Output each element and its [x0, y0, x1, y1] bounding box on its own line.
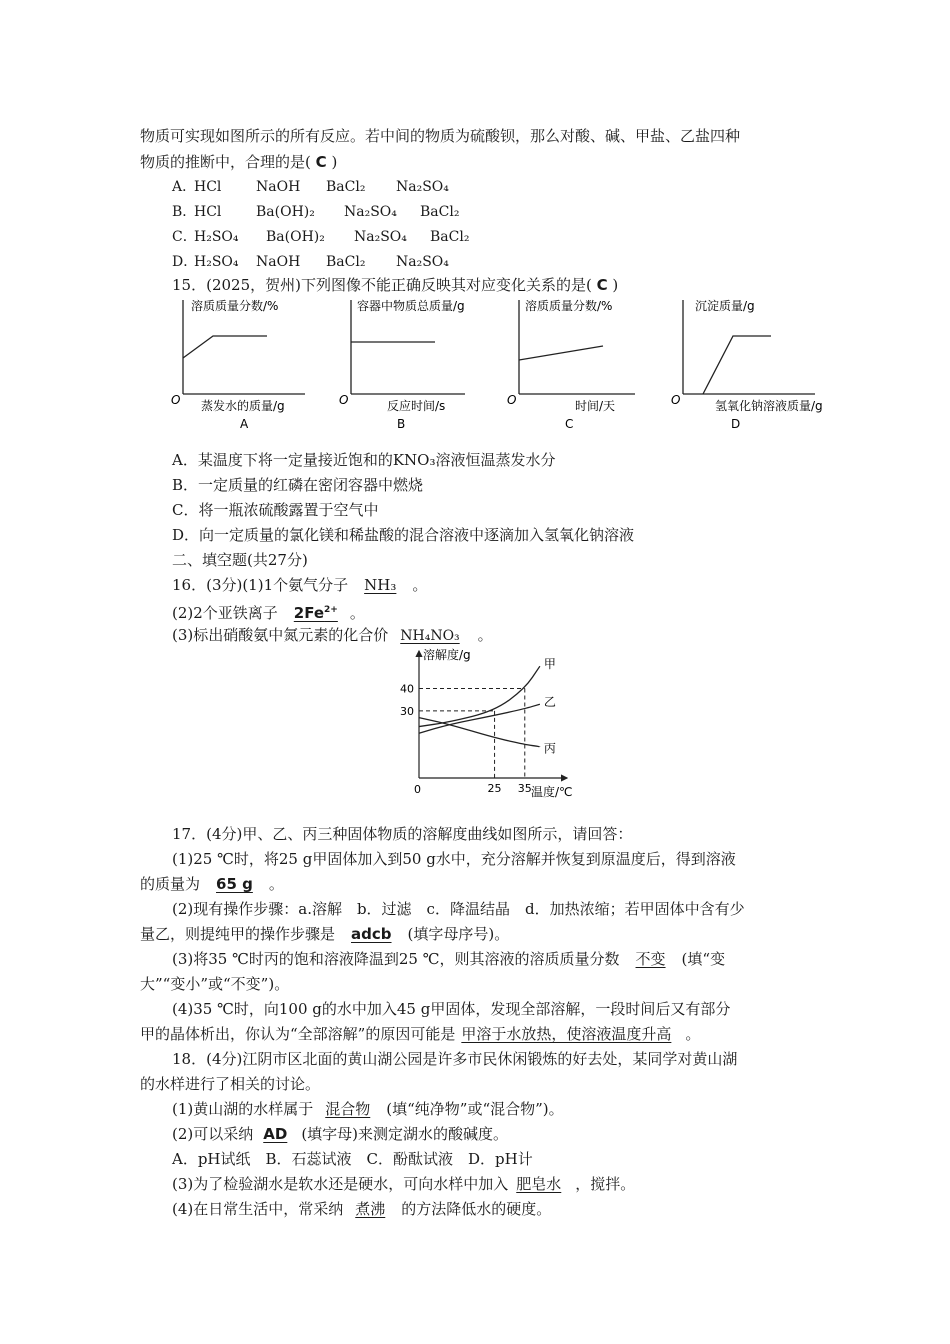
- q17-part1-end: 。: [268, 875, 284, 893]
- graph-a: [171, 298, 305, 431]
- q17-part1-text: 的质量为: [140, 875, 201, 893]
- q16-part2: [172, 599, 365, 624]
- option-salt-b: Na₂SO₄: [396, 179, 449, 195]
- q18-part2-text: (2)可以采纳: [172, 1125, 254, 1143]
- option-letter: B．: [172, 204, 197, 220]
- q14-answer: C: [315, 153, 327, 171]
- q14-option-a: [172, 177, 449, 197]
- q17-part4-text: 甲的晶体析出，你认为“全部溶解”的原因可能是: [140, 1025, 456, 1043]
- q17-part4-answer: 甲溶于水放热，使溶液温度升高: [461, 1025, 672, 1043]
- q18-part2-answer: AD: [263, 1125, 288, 1143]
- solubility-chart: [395, 645, 595, 805]
- series-curve-3: [419, 718, 540, 747]
- q16-part2-answer-base: 2Fe: [293, 604, 325, 622]
- q18-part2-end: (填字母)来测定湖水的酸碱度。: [301, 1125, 509, 1143]
- q17-part2-line1: (2)现有操作步骤：a.溶解 b．过滤 c．降温结晶 d．加热浓缩；若甲固体中含有少: [172, 900, 745, 918]
- graph-a-ylabel: 溶质质量分数/%: [191, 299, 279, 313]
- option-base: Ba(OH)₂: [256, 204, 315, 220]
- series-label-2: 乙: [543, 695, 556, 710]
- option-salt-a: BaCl₂: [326, 179, 366, 195]
- q18-part4-answer: 煮沸: [355, 1200, 386, 1218]
- option-base: NaOH: [256, 179, 301, 195]
- q16-part3-answer: NH₄NO₃: [400, 628, 460, 644]
- q16-part1-end: 。: [412, 576, 428, 594]
- graph-c-xlabel: 时间/天: [575, 399, 616, 413]
- graph-a-letter: A: [240, 417, 249, 431]
- q16-part2-end: 。: [349, 604, 365, 622]
- option-salt-a: Na₂SO₄: [354, 229, 407, 245]
- q18-part1-text: (1)黄山湖的水样属于: [172, 1100, 314, 1118]
- q15-option-b: B．一定质量的红磷在密闭容器中燃烧: [172, 476, 424, 494]
- q17-part2-end: (填字母序号)。: [407, 925, 510, 943]
- q16-part1-answer: NH₃: [364, 576, 397, 594]
- q18-part1-answer: 混合物: [325, 1100, 371, 1118]
- graph-b: [339, 298, 465, 431]
- q17-part4-end: 。: [685, 1025, 701, 1043]
- option-salt-b: Na₂SO₄: [396, 254, 449, 270]
- q18-part2: [172, 1123, 508, 1145]
- q18-stem-line1: 18．(4分)江阴市区北面的黄山湖公园是许多市民休闲锻炼的好去处，某同学对黄山湖: [172, 1050, 738, 1068]
- q18-part3-end: ，搅拌。: [575, 1175, 636, 1193]
- solubility-ylabel: 溶解度/g: [423, 648, 471, 662]
- q15-answer: C: [596, 276, 608, 294]
- q14-stem-line2: [140, 151, 337, 173]
- q14-paren: ): [331, 153, 338, 171]
- graph-c: [507, 298, 635, 431]
- q17-part1-line1: (1)25 ℃时，将25 g甲固体加入到50 g水中，充分溶解并恢复到原温度后，得到溶液: [172, 850, 736, 868]
- q18-part3-answer: 肥皂水: [516, 1175, 562, 1193]
- q18-part3: [172, 1173, 635, 1195]
- q15-option-d: D．向一定质量的氯化镁和稀盐酸的混合溶液中逐滴加入氢氧化钠溶液: [172, 526, 635, 544]
- q18-part4: [172, 1198, 551, 1220]
- graph-a-xlabel: 蒸发水的质量/g: [201, 399, 285, 413]
- q14-option-c: [172, 227, 469, 247]
- option-salt-a: BaCl₂: [326, 254, 366, 270]
- graph-d: [671, 298, 823, 431]
- graph-b-xlabel: 反应时间/s: [387, 399, 446, 413]
- q17-part3-end: (填“变: [681, 950, 726, 968]
- q14-option-d: [172, 252, 449, 272]
- q18-part2-options: A．pH试纸 B．石蕊试液 C．酚酞试液 D．pH计: [172, 1150, 533, 1168]
- option-base: NaOH: [256, 254, 301, 270]
- option-letter: D．: [172, 254, 198, 270]
- graph-a-curve: [183, 336, 267, 358]
- option-base: Ba(OH)₂: [266, 229, 325, 245]
- graph-d-curve: [703, 336, 771, 394]
- q14-stem-line1: 物质可实现如图所示的所有反应。若中间的物质为硫酸钡，那么对酸、碱、甲盐、乙盐四种: [140, 127, 741, 145]
- q17-stem: 17．(4分)甲、乙、丙三种固体物质的溶解度曲线如图所示，请回答：: [172, 825, 633, 843]
- q16-part2-text: (2)2个亚铁离子: [172, 604, 278, 622]
- q17-part2-line2: [140, 923, 509, 945]
- q17-part3-line2: 大”“变小”或“不变”)。: [140, 975, 290, 993]
- solubility-xlabel: 温度/℃: [531, 785, 573, 799]
- graph-d-ylabel: 沉淀质量/g: [695, 299, 755, 313]
- q16-part3-end: 。: [477, 626, 493, 644]
- q17-part4-line2: [140, 1023, 700, 1045]
- q18-part3-text: (3)为了检验湖水是软水还是硬水，可向水样中加入: [172, 1175, 509, 1193]
- q15-option-c: C．将一瓶浓硫酸露置于空气中: [172, 501, 379, 519]
- q16-part3-text: (3)标出硝酸氨中氮元素的化合价: [172, 626, 389, 644]
- solubility-origin: 0: [414, 783, 421, 796]
- q18-part1-end: (填“纯净物”或“混合物”)。: [386, 1100, 564, 1118]
- option-acid: HCl: [194, 204, 222, 220]
- q15-paren: ): [612, 276, 619, 294]
- section-heading: 二、填空题(共27分): [172, 551, 308, 569]
- graph-d-origin: O: [671, 393, 681, 407]
- series-label-1: 甲: [543, 657, 556, 672]
- q17-part2-answer: adcb: [351, 925, 392, 943]
- q17-part1-answer: 65 g: [216, 875, 253, 893]
- option-letter: A．: [172, 179, 197, 195]
- option-acid: H₂SO₄: [194, 229, 239, 245]
- q16-part1-text: 16．(3分)(1)1个氨气分子: [172, 576, 349, 594]
- q14-option-b: [172, 202, 459, 222]
- option-letter: C．: [172, 229, 197, 245]
- y-tick-label-30: 30: [400, 704, 414, 718]
- q16-part2-answer: [278, 604, 350, 622]
- q17-part3-line1: [172, 948, 725, 970]
- q17-part3-text: (3)将35 ℃时丙的饱和溶液降温到25 ℃，则其溶液的溶质质量分数: [172, 950, 620, 968]
- series-curve-1: [419, 666, 540, 726]
- graph-c-curve: [519, 346, 603, 360]
- q15-graphs: [165, 292, 855, 434]
- q17-part2-text: 量乙，则提纯甲的操作步骤是: [140, 925, 336, 943]
- option-acid: HCl: [194, 179, 222, 195]
- graph-d-letter: D: [731, 417, 741, 431]
- series-label-3: 丙: [543, 741, 556, 756]
- q14-stem-text: 物质的推断中，合理的是(: [140, 153, 311, 171]
- q18-part4-end: 的方法降低水的硬度。: [401, 1200, 552, 1218]
- x-tick-label-25: 25: [487, 782, 502, 795]
- graph-b-ylabel: 容器中物质总质量/g: [357, 299, 465, 313]
- q15-stem-text: 15．(2025，贺州)下列图像不能正确反映其对应变化关系的是(: [172, 276, 592, 294]
- option-salt-b: BaCl₂: [420, 204, 460, 220]
- q18-stem-line2: 的水样进行了相关的讨论。: [140, 1075, 321, 1093]
- y-tick-label-40: 40: [400, 682, 414, 696]
- q17-part3-answer: 不变: [635, 950, 666, 968]
- graph-b-origin: O: [339, 393, 349, 407]
- graph-b-letter: B: [397, 417, 406, 431]
- q16-part1: [172, 574, 427, 596]
- q18-part1: [172, 1098, 564, 1120]
- graph-d-xlabel: 氢氧化钠溶液质量/g: [715, 399, 823, 413]
- x-tick-label-35: 35: [517, 782, 532, 795]
- q17-part4-line1: (4)35 ℃时，向100 g的水中加入45 g甲固体，发现全部溶解，一段时间后又有部分: [172, 1000, 731, 1018]
- q18-part4-text: (4)在日常生活中，常采纳: [172, 1200, 344, 1218]
- series-curve-2: [419, 704, 540, 733]
- q15-option-a: A．某温度下将一定量接近饱和的KNO₃溶液恒温蒸发水分: [172, 451, 556, 469]
- q16-part3: [172, 624, 493, 647]
- graph-a-origin: O: [171, 393, 181, 407]
- graph-c-letter: C: [565, 417, 574, 431]
- option-salt-b: BaCl₂: [430, 229, 470, 245]
- option-acid: H₂SO₄: [194, 254, 239, 270]
- option-salt-a: Na₂SO₄: [344, 204, 397, 220]
- graph-c-origin: O: [507, 393, 517, 407]
- q17-part1-line2: [140, 873, 284, 895]
- q16-part2-answer-charge: 2+: [324, 605, 338, 615]
- graph-c-ylabel: 溶质质量分数/%: [525, 299, 613, 313]
